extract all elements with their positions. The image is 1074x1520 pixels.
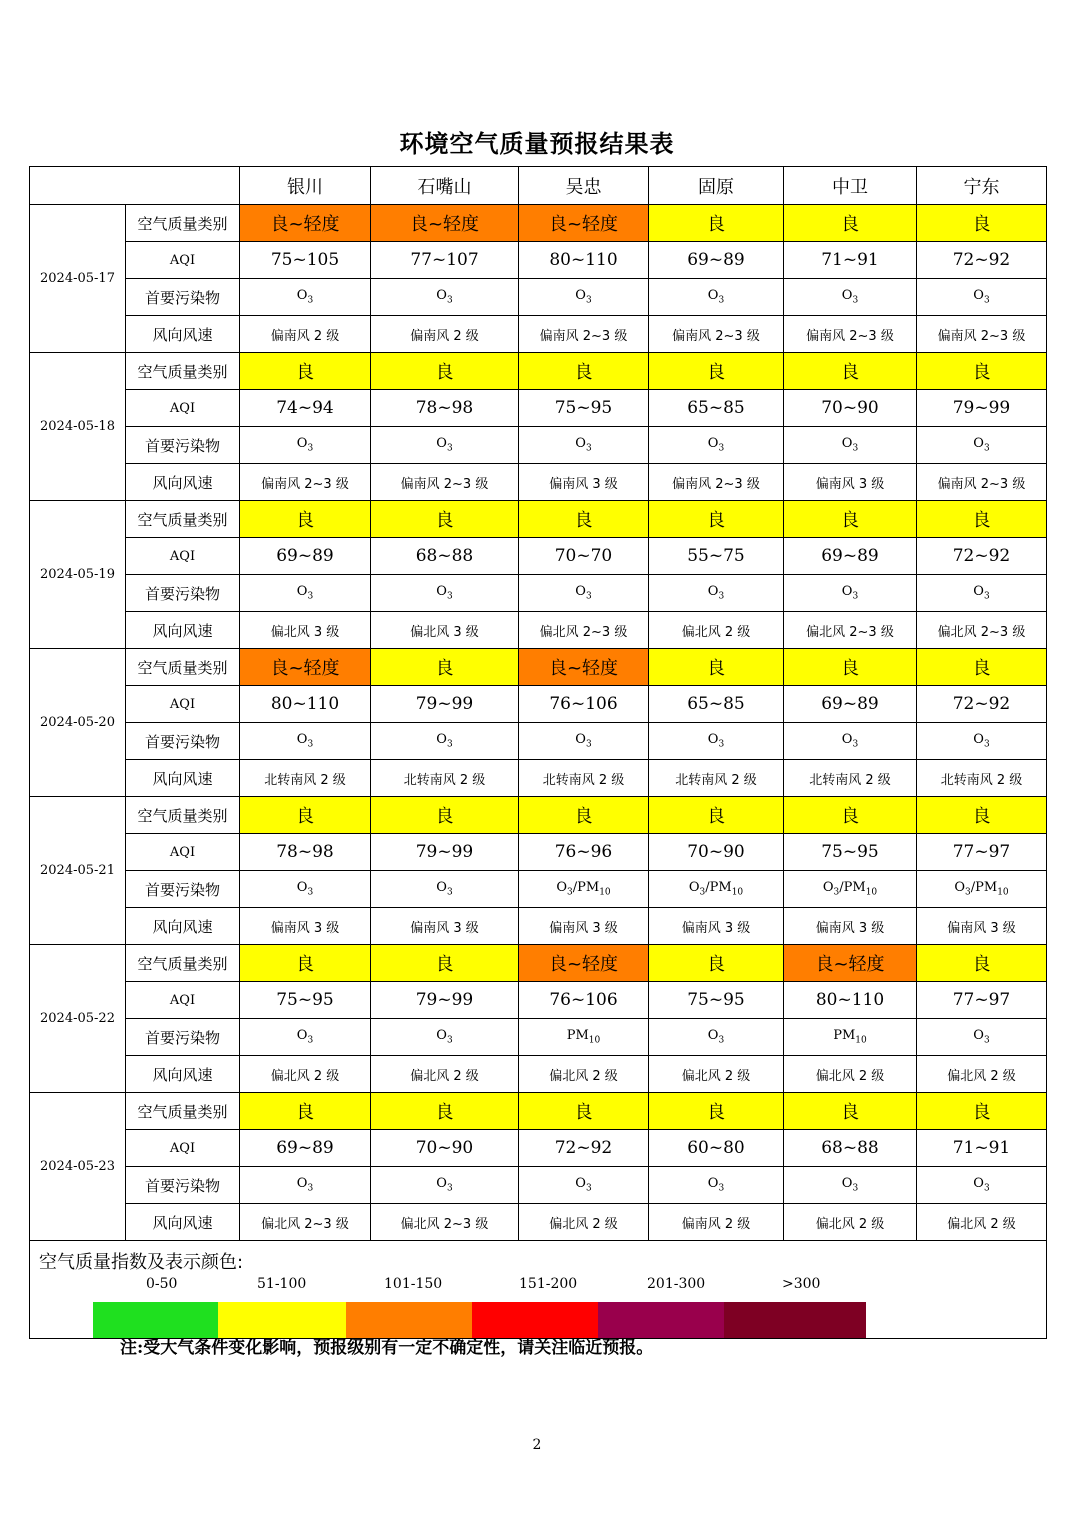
aqi-range-cell: 70~90 — [784, 390, 917, 427]
aqi-category-cell: 良 — [917, 797, 1047, 834]
aqi-category-cell: 良 — [240, 501, 371, 538]
aqi-range-cell: 72~92 — [917, 686, 1047, 723]
aqi-range-cell: 70~90 — [371, 1130, 519, 1167]
table-row — [30, 575, 1047, 612]
legend-color-swatch — [724, 1302, 866, 1338]
primary-pollutant-cell: $O_3$ — [240, 723, 371, 760]
aqi-range-cell: 68~88 — [371, 538, 519, 575]
aqi-range-cell: 79~99 — [371, 834, 519, 871]
table-row — [30, 1019, 1047, 1056]
table-row — [30, 945, 1047, 982]
primary-pollutant-cell: $O_3/PM_{10}$ — [784, 871, 917, 908]
legend-range-label: 51-100 — [257, 1276, 307, 1292]
aqi-range-cell: 69~89 — [784, 686, 917, 723]
primary-pollutant-cell: $O_3$ — [649, 1019, 784, 1056]
wind-cell: 偏北风 2~3 级 — [917, 612, 1047, 649]
row-label-pollutant: 首要污染物 — [126, 575, 240, 612]
table-row — [30, 205, 1047, 242]
wind-cell: 偏南风 2~3 级 — [649, 316, 784, 353]
aqi-range-cell: 75~95 — [519, 390, 649, 427]
primary-pollutant-cell: $O_3$ — [917, 427, 1047, 464]
aqi-range-cell: 68~88 — [784, 1130, 917, 1167]
aqi-category-cell: 良 — [519, 1093, 649, 1130]
wind-cell: 偏南风 3 级 — [519, 464, 649, 501]
wind-cell: 偏北风 2~3 级 — [519, 612, 649, 649]
wind-cell: 偏北风 2 级 — [784, 1204, 917, 1241]
table-row — [30, 871, 1047, 908]
row-label-pollutant: 首要污染物 — [126, 723, 240, 760]
aqi-range-cell: 60~80 — [649, 1130, 784, 1167]
primary-pollutant-cell: $O_3$ — [917, 723, 1047, 760]
wind-cell: 北转南风 2 级 — [371, 760, 519, 797]
wind-cell: 偏南风 2~3 级 — [371, 464, 519, 501]
wind-cell: 偏南风 3 级 — [917, 908, 1047, 945]
aqi-range-cell: 74~94 — [240, 390, 371, 427]
aqi-category-cell: 良~轻度 — [371, 205, 519, 242]
aqi-range-cell: 71~91 — [917, 1130, 1047, 1167]
primary-pollutant-cell: $O_3$ — [371, 723, 519, 760]
aqi-range-cell: 70~70 — [519, 538, 649, 575]
aqi-category-cell: 良 — [784, 649, 917, 686]
aqi-category-cell: 良 — [649, 353, 784, 390]
wind-cell: 偏北风 2 级 — [519, 1056, 649, 1093]
wind-cell: 偏北风 2 级 — [649, 1056, 784, 1093]
aqi-category-cell: 良~轻度 — [519, 945, 649, 982]
forecast-table — [29, 166, 1047, 1339]
table-row — [30, 612, 1047, 649]
aqi-range-cell: 69~89 — [240, 1130, 371, 1167]
primary-pollutant-cell: $O_3$ — [519, 427, 649, 464]
row-label-category: 空气质量类别 — [126, 1093, 240, 1130]
row-label-category: 空气质量类别 — [126, 797, 240, 834]
aqi-range-cell: 79~99 — [917, 390, 1047, 427]
legend-range-label: >300 — [782, 1276, 821, 1292]
primary-pollutant-cell: $O_3$ — [240, 1019, 371, 1056]
forecast-date: 2024-05-22 — [30, 945, 126, 1093]
primary-pollutant-cell: $O_3$ — [371, 871, 519, 908]
aqi-category-cell: 良~轻度 — [240, 649, 371, 686]
aqi-range-cell: 75~105 — [240, 242, 371, 279]
aqi-category-cell: 良 — [649, 649, 784, 686]
primary-pollutant-cell: $O_3$ — [240, 575, 371, 612]
wind-cell: 偏南风 3 级 — [240, 908, 371, 945]
wind-cell: 偏南风 3 级 — [371, 908, 519, 945]
wind-cell: 偏北风 3 级 — [240, 612, 371, 649]
aqi-range-cell: 71~91 — [784, 242, 917, 279]
table-row — [30, 279, 1047, 316]
aqi-category-cell: 良 — [917, 1093, 1047, 1130]
primary-pollutant-cell: $O_3/PM_{10}$ — [917, 871, 1047, 908]
aqi-category-cell: 良 — [784, 205, 917, 242]
wind-cell: 偏北风 2 级 — [371, 1056, 519, 1093]
wind-cell: 偏南风 2~3 级 — [519, 316, 649, 353]
primary-pollutant-cell: $O_3/PM_{10}$ — [649, 871, 784, 908]
header-row — [30, 167, 1047, 205]
primary-pollutant-cell: $PM_{10}$ — [784, 1019, 917, 1056]
primary-pollutant-cell: $O_3$ — [649, 1167, 784, 1204]
aqi-category-cell: 良 — [371, 353, 519, 390]
aqi-category-cell: 良~轻度 — [784, 945, 917, 982]
aqi-category-cell: 良 — [784, 353, 917, 390]
wind-cell: 偏南风 3 级 — [519, 908, 649, 945]
table-row — [30, 316, 1047, 353]
table-row — [30, 1056, 1047, 1093]
wind-cell: 偏北风 3 级 — [371, 612, 519, 649]
table-row — [30, 1204, 1047, 1241]
aqi-category-cell: 良~轻度 — [519, 649, 649, 686]
aqi-range-cell: 69~89 — [240, 538, 371, 575]
aqi-category-cell: 良 — [784, 501, 917, 538]
forecast-date: 2024-05-17 — [30, 205, 126, 353]
primary-pollutant-cell: $O_3$ — [649, 279, 784, 316]
row-label-pollutant: 首要污染物 — [126, 279, 240, 316]
city-header: 银川 — [240, 167, 371, 205]
row-label-aqi: AQI — [126, 686, 240, 723]
wind-cell: 偏南风 2~3 级 — [917, 316, 1047, 353]
table-row — [30, 908, 1047, 945]
primary-pollutant-cell: $O_3$ — [784, 279, 917, 316]
wind-cell: 偏北风 2 级 — [240, 1056, 371, 1093]
legend-range-label: 201-300 — [647, 1276, 706, 1292]
wind-cell: 偏南风 2 级 — [371, 316, 519, 353]
aqi-category-cell: 良 — [917, 649, 1047, 686]
primary-pollutant-cell: $PM_{10}$ — [519, 1019, 649, 1056]
primary-pollutant-cell: $O_3$ — [240, 279, 371, 316]
aqi-range-cell: 72~92 — [917, 538, 1047, 575]
primary-pollutant-cell: $O_3$ — [784, 575, 917, 612]
table-row — [30, 686, 1047, 723]
primary-pollutant-cell: $O_3$ — [649, 427, 784, 464]
forecast-date: 2024-05-18 — [30, 353, 126, 501]
legend-row — [30, 1241, 1047, 1339]
row-label-category: 空气质量类别 — [126, 649, 240, 686]
row-label-pollutant: 首要污染物 — [126, 1019, 240, 1056]
wind-cell: 偏北风 2 级 — [917, 1204, 1047, 1241]
city-header: 固原 — [649, 167, 784, 205]
aqi-range-cell: 79~99 — [371, 686, 519, 723]
aqi-category-cell: 良 — [649, 945, 784, 982]
aqi-range-cell: 76~96 — [519, 834, 649, 871]
wind-cell: 偏北风 2 级 — [784, 1056, 917, 1093]
forecast-date: 2024-05-20 — [30, 649, 126, 797]
table-row — [30, 834, 1047, 871]
aqi-range-cell: 77~97 — [917, 834, 1047, 871]
aqi-range-cell: 65~85 — [649, 390, 784, 427]
wind-cell: 偏南风 3 级 — [784, 908, 917, 945]
aqi-category-cell: 良 — [784, 797, 917, 834]
aqi-category-cell: 良 — [240, 945, 371, 982]
aqi-category-cell: 良 — [371, 501, 519, 538]
aqi-category-cell: 良 — [649, 1093, 784, 1130]
aqi-category-cell: 良 — [240, 797, 371, 834]
row-label-pollutant: 首要污染物 — [126, 427, 240, 464]
forecast-date: 2024-05-23 — [30, 1093, 126, 1241]
aqi-category-cell: 良 — [917, 353, 1047, 390]
wind-cell: 偏北风 2 级 — [917, 1056, 1047, 1093]
primary-pollutant-cell: $O_3$ — [519, 575, 649, 612]
wind-cell: 偏北风 2 级 — [519, 1204, 649, 1241]
primary-pollutant-cell: $O_3$ — [917, 1167, 1047, 1204]
wind-cell: 偏南风 3 级 — [784, 464, 917, 501]
row-label-wind: 风向风速 — [126, 1204, 240, 1241]
primary-pollutant-cell: $O_3$ — [371, 427, 519, 464]
aqi-category-cell: 良 — [917, 945, 1047, 982]
primary-pollutant-cell: $O_3$ — [784, 427, 917, 464]
wind-cell: 偏北风 2~3 级 — [371, 1204, 519, 1241]
primary-pollutant-cell: $O_3$ — [371, 575, 519, 612]
aqi-category-cell: 良 — [519, 797, 649, 834]
table-row — [30, 242, 1047, 279]
aqi-category-cell: 良 — [519, 501, 649, 538]
aqi-range-cell: 76~106 — [519, 982, 649, 1019]
city-header: 宁东 — [917, 167, 1047, 205]
row-label-category: 空气质量类别 — [126, 353, 240, 390]
wind-cell: 偏南风 3 级 — [649, 908, 784, 945]
legend-cell — [30, 1241, 1047, 1339]
row-label-wind: 风向风速 — [126, 908, 240, 945]
table-row — [30, 1093, 1047, 1130]
aqi-range-cell: 80~110 — [240, 686, 371, 723]
aqi-range-cell: 70~90 — [649, 834, 784, 871]
aqi-category-cell: 良 — [917, 205, 1047, 242]
table-row — [30, 649, 1047, 686]
wind-cell: 偏南风 2~3 级 — [240, 464, 371, 501]
table-row — [30, 501, 1047, 538]
legend-range-label: 101-150 — [384, 1276, 443, 1292]
aqi-category-cell: 良~轻度 — [519, 205, 649, 242]
legend-range-label: 151-200 — [519, 1276, 578, 1292]
primary-pollutant-cell: $O_3$ — [649, 723, 784, 760]
row-label-category: 空气质量类别 — [126, 501, 240, 538]
table-row — [30, 390, 1047, 427]
row-label-aqi: AQI — [126, 1130, 240, 1167]
city-header: 吴忠 — [519, 167, 649, 205]
table-row — [30, 760, 1047, 797]
primary-pollutant-cell: $O_3$ — [917, 1019, 1047, 1056]
legend-title: 空气质量指数及表示颜色: — [39, 1252, 244, 1273]
primary-pollutant-cell: $O_3$ — [917, 575, 1047, 612]
row-label-aqi: AQI — [126, 242, 240, 279]
primary-pollutant-cell: $O_3/PM_{10}$ — [519, 871, 649, 908]
aqi-range-cell: 69~89 — [649, 242, 784, 279]
wind-cell: 偏南风 2 级 — [649, 1204, 784, 1241]
wind-cell: 偏北风 2~3 级 — [784, 612, 917, 649]
aqi-category-cell: 良 — [371, 797, 519, 834]
aqi-category-cell: 良 — [371, 649, 519, 686]
aqi-category-cell: 良 — [519, 353, 649, 390]
aqi-category-cell: 良 — [649, 797, 784, 834]
aqi-range-cell: 77~97 — [917, 982, 1047, 1019]
aqi-category-cell: 良 — [371, 1093, 519, 1130]
wind-cell: 偏南风 2~3 级 — [784, 316, 917, 353]
aqi-category-cell: 良 — [917, 501, 1047, 538]
page-number: 2 — [532, 1437, 542, 1453]
page-title: 环境空气质量预报结果表 — [399, 129, 675, 158]
legend-range-label: 0-50 — [146, 1276, 178, 1292]
table-row — [30, 1167, 1047, 1204]
aqi-category-cell: 良 — [649, 205, 784, 242]
row-label-wind: 风向风速 — [126, 464, 240, 501]
primary-pollutant-cell: $O_3$ — [240, 427, 371, 464]
wind-cell: 北转南风 2 级 — [917, 760, 1047, 797]
wind-cell: 偏北风 2 级 — [649, 612, 784, 649]
row-label-aqi: AQI — [126, 982, 240, 1019]
primary-pollutant-cell: $O_3$ — [371, 1167, 519, 1204]
primary-pollutant-cell: $O_3$ — [519, 1167, 649, 1204]
forecast-date: 2024-05-19 — [30, 501, 126, 649]
aqi-range-cell: 72~92 — [917, 242, 1047, 279]
wind-cell: 偏北风 2~3 级 — [240, 1204, 371, 1241]
row-label-wind: 风向风速 — [126, 1056, 240, 1093]
aqi-category-cell: 良 — [240, 353, 371, 390]
primary-pollutant-cell: $O_3$ — [240, 871, 371, 908]
aqi-range-cell: 76~106 — [519, 686, 649, 723]
forecast-date: 2024-05-21 — [30, 797, 126, 945]
table-row — [30, 427, 1047, 464]
row-label-wind: 风向风速 — [126, 316, 240, 353]
table-row — [30, 1130, 1047, 1167]
aqi-range-cell: 69~89 — [784, 538, 917, 575]
table-row — [30, 353, 1047, 390]
aqi-range-cell: 79~99 — [371, 982, 519, 1019]
city-header: 中卫 — [784, 167, 917, 205]
row-label-pollutant: 首要污染物 — [126, 871, 240, 908]
primary-pollutant-cell: $O_3$ — [519, 279, 649, 316]
aqi-category-cell: 良 — [240, 1093, 371, 1130]
table-row — [30, 464, 1047, 501]
table-row — [30, 797, 1047, 834]
table-row — [30, 982, 1047, 1019]
wind-cell: 偏南风 2~3 级 — [917, 464, 1047, 501]
wind-cell: 偏南风 2~3 级 — [649, 464, 784, 501]
row-label-category: 空气质量类别 — [126, 945, 240, 982]
aqi-range-cell: 75~95 — [649, 982, 784, 1019]
aqi-category-cell: 良~轻度 — [240, 205, 371, 242]
primary-pollutant-cell: $O_3$ — [371, 1019, 519, 1056]
row-label-pollutant: 首要污染物 — [126, 1167, 240, 1204]
primary-pollutant-cell: $O_3$ — [519, 723, 649, 760]
wind-cell: 北转南风 2 级 — [784, 760, 917, 797]
aqi-category-cell: 良 — [649, 501, 784, 538]
primary-pollutant-cell: $O_3$ — [240, 1167, 371, 1204]
aqi-category-cell: 良 — [371, 945, 519, 982]
row-label-aqi: AQI — [126, 834, 240, 871]
aqi-range-cell: 75~95 — [240, 982, 371, 1019]
aqi-range-cell: 72~92 — [519, 1130, 649, 1167]
aqi-range-cell: 80~110 — [519, 242, 649, 279]
header-blank-cell — [30, 167, 240, 205]
aqi-range-cell: 77~107 — [371, 242, 519, 279]
row-label-aqi: AQI — [126, 390, 240, 427]
forecast-note: 注:受大气条件变化影响，预报级别有一定不确定性，请关注临近预报。 — [120, 1338, 654, 1358]
aqi-range-cell: 55~75 — [649, 538, 784, 575]
primary-pollutant-cell: $O_3$ — [649, 575, 784, 612]
aqi-range-cell: 78~98 — [240, 834, 371, 871]
table-row — [30, 723, 1047, 760]
wind-cell: 北转南风 2 级 — [649, 760, 784, 797]
aqi-category-cell: 良 — [784, 1093, 917, 1130]
aqi-range-cell: 78~98 — [371, 390, 519, 427]
wind-cell: 偏南风 2 级 — [240, 316, 371, 353]
table-row — [30, 538, 1047, 575]
row-label-wind: 风向风速 — [126, 612, 240, 649]
aqi-range-cell: 65~85 — [649, 686, 784, 723]
row-label-wind: 风向风速 — [126, 760, 240, 797]
primary-pollutant-cell: $O_3$ — [784, 723, 917, 760]
primary-pollutant-cell: $O_3$ — [784, 1167, 917, 1204]
primary-pollutant-cell: $O_3$ — [371, 279, 519, 316]
row-label-category: 空气质量类别 — [126, 205, 240, 242]
aqi-range-cell: 80~110 — [784, 982, 917, 1019]
city-header: 石嘴山 — [371, 167, 519, 205]
wind-cell: 北转南风 2 级 — [240, 760, 371, 797]
primary-pollutant-cell: $O_3$ — [917, 279, 1047, 316]
aqi-range-cell: 75~95 — [784, 834, 917, 871]
row-label-aqi: AQI — [126, 538, 240, 575]
wind-cell: 北转南风 2 级 — [519, 760, 649, 797]
